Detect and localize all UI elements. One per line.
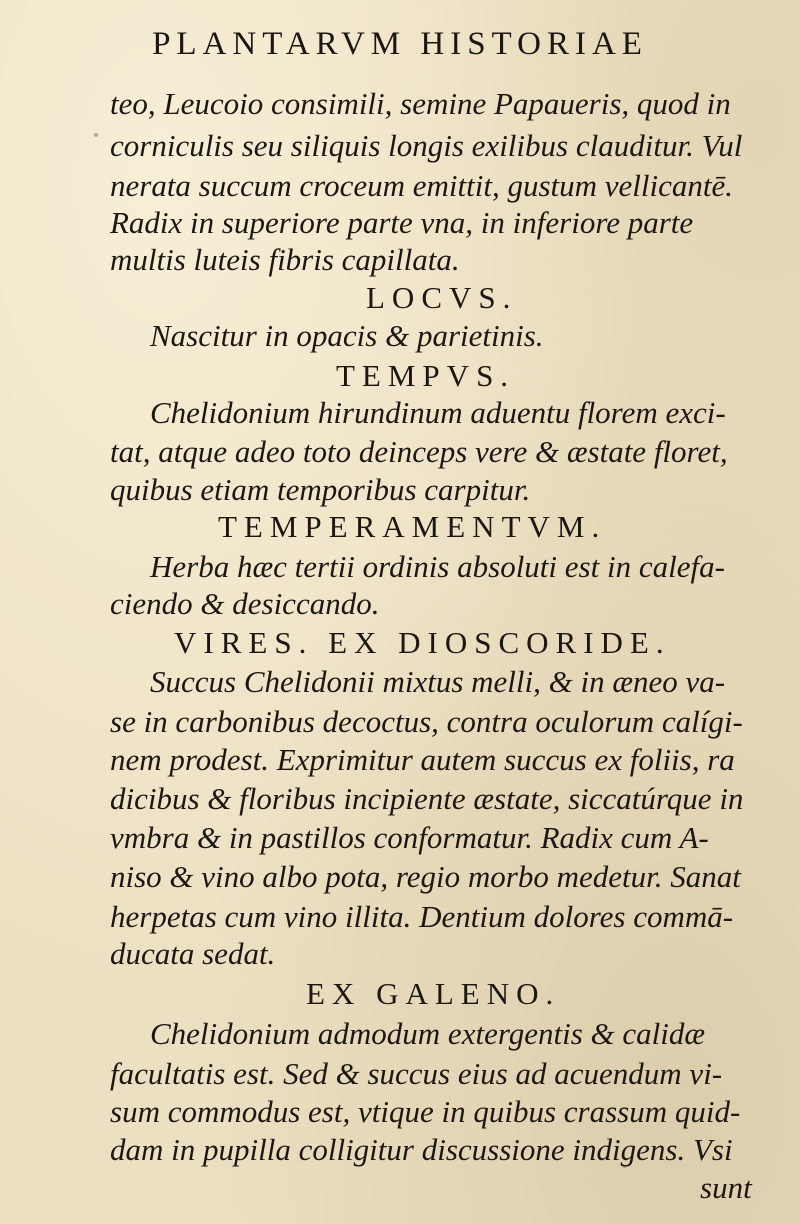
text-line: dam in pupilla colligitur discussione indigens. Vsi xyxy=(110,1132,733,1167)
text-line: herpetas cum vino illita. Dentium dolores commā- xyxy=(110,899,734,934)
text-line: Radix in superiore parte vna, in inferiore parte xyxy=(110,205,694,240)
text-line: Nascitur in opacis & parietinis. xyxy=(150,318,544,353)
text-line: teo, Leucoio consimili, semine Papaueris, quod in xyxy=(110,86,731,121)
text-line: Succus Chelidonii mixtus melli, & in æneo va- xyxy=(150,664,726,699)
text-line: vmbra & in pastillos conformatur. Radix cum A- xyxy=(110,820,709,855)
text-line: sum commodus est, vtique in quibus crassum quid- xyxy=(110,1094,741,1129)
text-line: niso & vino albo pota, regio morbo medetur. Sanat xyxy=(110,859,741,894)
section-heading-temperamentum: TEMPERAMENTVM. xyxy=(218,509,607,544)
text-line: nem prodest. Exprimitur autem succus ex foliis, ra xyxy=(110,742,735,777)
text-line: ducata sedat. xyxy=(110,936,276,971)
ink-speck xyxy=(623,1165,626,1168)
text-line: multis luteis fibris capillata. xyxy=(110,242,460,277)
text-line: Herba hæc tertii ordinis absoluti est in calefa- xyxy=(150,549,725,584)
text-line: Chelidonium admodum extergentis & calidæ xyxy=(150,1016,706,1051)
text-line: nerata succum croceum emittit, gustum vellicantē. xyxy=(110,168,733,203)
catchword: sunt xyxy=(700,1170,752,1205)
text-line: corniculis seu siliquis longis exilibus clauditur. Vul xyxy=(110,128,743,163)
running-head: PLANTARVM HISTORIAE xyxy=(152,26,648,62)
text-line: Chelidonium hirundinum aduentu florem exci- xyxy=(150,395,726,430)
section-heading-vires-dioscoride: VIRES. EX DIOSCORIDE. xyxy=(174,625,671,660)
text-line: se in carbonibus decoctus, contra oculorum calígi- xyxy=(110,704,743,739)
text-line: ciendo & desiccando. xyxy=(110,586,380,621)
text-line: quibus etiam temporibus carpitur. xyxy=(110,472,531,507)
ink-speck xyxy=(94,133,98,137)
text-line: tat, atque adeo toto deinceps vere & æstate floret, xyxy=(110,434,728,469)
text-line: dicibus & floribus incipiente æstate, siccatúrque in xyxy=(110,781,744,816)
section-heading-tempus: TEMPVS. xyxy=(336,358,516,393)
section-heading-locus: LOCVS. xyxy=(366,280,518,315)
text-line: facultatis est. Sed & succus eius ad acuendum vi- xyxy=(110,1056,723,1091)
section-heading-ex-galeno: EX GALENO. xyxy=(306,976,561,1011)
